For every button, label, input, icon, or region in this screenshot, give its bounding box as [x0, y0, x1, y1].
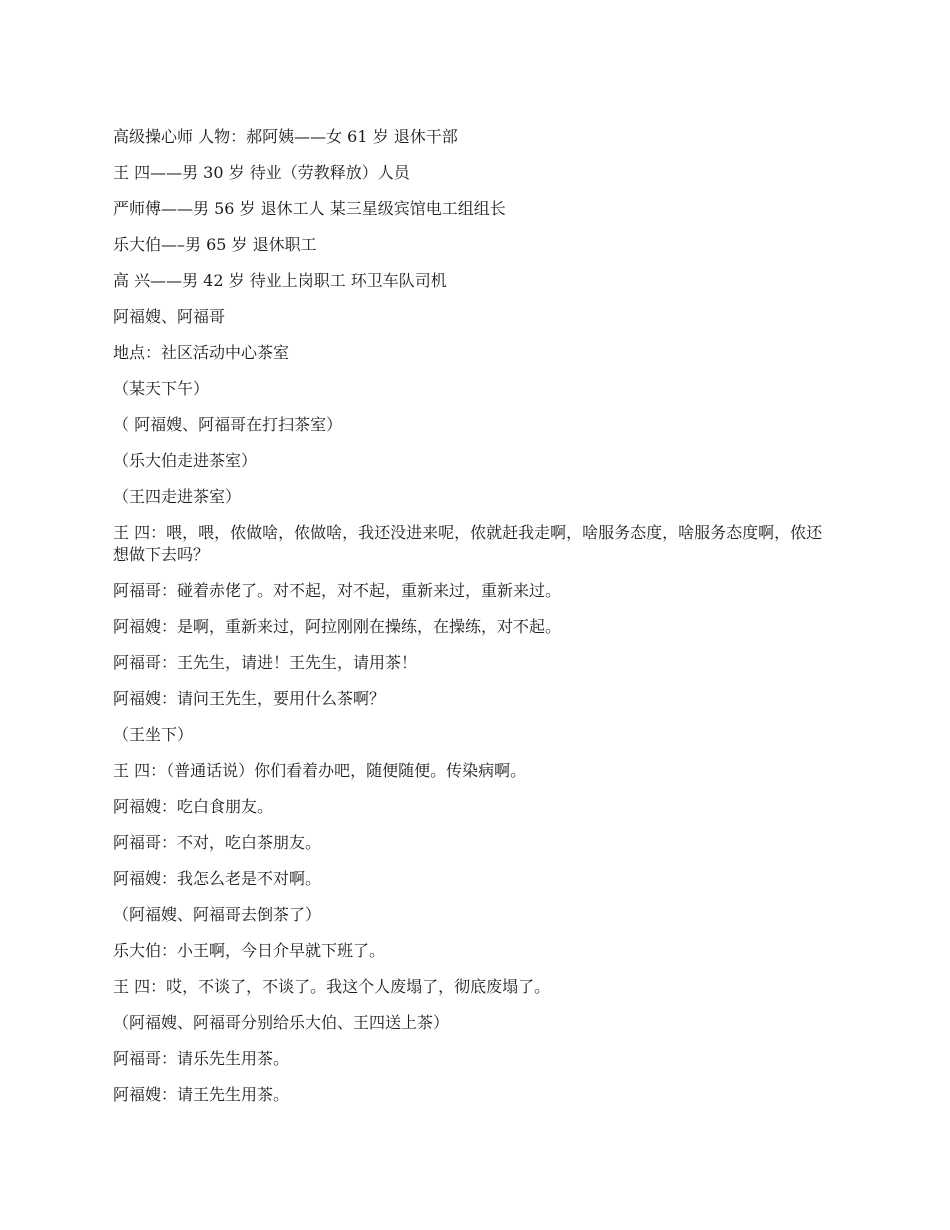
text-line-cast-afu: 阿福嫂、阿福哥: [113, 307, 226, 326]
text-line-location: 地点：社区活动中心茶室: [113, 343, 290, 362]
text-line-dialogue: 阿福哥：请乐先生用茶。: [113, 1049, 290, 1068]
text-line-cast-yan: 严师傅——男 56 岁 退休工人 某三星级宾馆电工组组长: [113, 199, 506, 218]
text-line-dialogue: 阿福哥：王先生，请进！王先生，请用茶！: [113, 653, 418, 672]
text-line-dialogue: 乐大伯：小王啊，今日介早就下班了。: [113, 941, 386, 960]
text-line-cast-wang-si: 王 四——男 30 岁 待业（劳教释放）人员: [113, 163, 410, 182]
text-line-dialogue: 阿福嫂：吃白食朋友。: [113, 797, 274, 816]
text-line-dialogue: 王 四：哎，不谈了，不谈了。我这个人废塌了，彻底废塌了。: [113, 977, 551, 996]
text-line-stage-direction: （ 阿福嫂、阿福哥在打扫茶室）: [113, 415, 343, 434]
text-line-stage-direction: （某天下午）: [113, 379, 210, 398]
text-line-stage-direction: （阿福嫂、阿福哥去倒茶了）: [113, 905, 322, 924]
text-line-cast-le: 乐大伯—–男 65 岁 退休职工: [113, 235, 317, 254]
text-line-dialogue: 阿福嫂：请王先生用茶。: [113, 1085, 290, 1104]
text-line-title-cast: 高级操心师 人物：郝阿姨——女 61 岁 退休干部: [113, 127, 458, 146]
text-line-stage-direction: （乐大伯走进茶室）: [113, 451, 258, 470]
text-line-dialogue: 阿福嫂：我怎么老是不对啊。: [113, 869, 322, 888]
text-line-dialogue: 阿福哥：不对，吃白茶朋友。: [113, 833, 322, 852]
script-text-body: [113, 126, 833, 1120]
text-line-dialogue: 王 四：（普通话说）你们看着办吧，随便随便。传染病啊。: [113, 761, 527, 780]
text-line-dialogue: 阿福哥：碰着赤佬了。对不起，对不起，重新来过，重新来过。: [113, 581, 562, 600]
text-line-stage-direction: （王四走进茶室）: [113, 487, 242, 506]
text-line-dialogue: 阿福嫂：是啊，重新来过，阿拉刚刚在操练，在操练，对不起。: [113, 617, 562, 636]
text-line-stage-direction: （阿福嫂、阿福哥分别给乐大伯、王四送上茶）: [113, 1013, 450, 1032]
text-line-stage-direction: （王坐下）: [113, 725, 194, 744]
text-line-cast-gao: 高 兴——男 42 岁 待业上岗职工 环卫车队司机: [113, 271, 447, 290]
text-line-dialogue: 阿福嫂：请问王先生，要用什么茶啊？: [113, 689, 386, 708]
text-line-dialogue: 王 四：喂，喂，侬做啥，侬做啥，我还没进来呢，侬就赶我走啊，啥服务态度，啥服务态度啊，侬还想做下去吗？: [113, 523, 823, 564]
